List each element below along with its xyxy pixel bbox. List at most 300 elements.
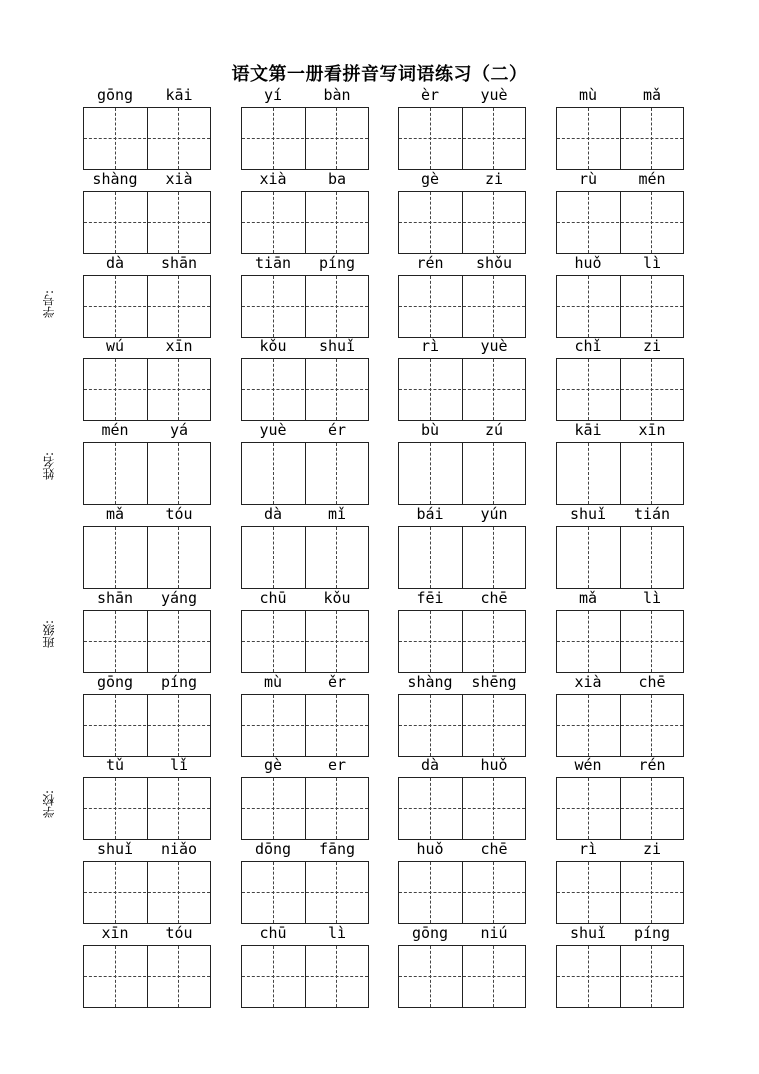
writing-box[interactable]	[83, 358, 211, 421]
writing-box[interactable]	[241, 694, 369, 757]
pinyin-label: kāi	[574, 421, 602, 439]
pinyin-label: bù	[420, 421, 440, 439]
pinyin-label: chū	[259, 589, 287, 607]
vertical-guide-line	[178, 695, 179, 756]
pinyin-label: píng	[633, 924, 671, 942]
horizontal-guide-line	[399, 976, 525, 977]
pinyin-label: shān	[96, 589, 134, 607]
word-cell	[556, 170, 684, 255]
writing-box[interactable]	[241, 275, 369, 338]
horizontal-guide-line	[399, 808, 525, 809]
horizontal-guide-line	[557, 306, 683, 307]
horizontal-guide-line	[399, 306, 525, 307]
pinyin-label: tóu	[165, 505, 193, 523]
vertical-guide-line	[115, 778, 116, 839]
vertical-guide-line	[588, 862, 589, 923]
horizontal-guide-line	[399, 222, 525, 223]
pinyin-label: píng	[160, 673, 198, 691]
pinyin-label: tián	[633, 505, 671, 523]
horizontal-guide-line	[557, 892, 683, 893]
pinyin-label: xià	[165, 170, 193, 188]
vertical-guide-line	[430, 192, 431, 253]
horizontal-guide-line	[242, 138, 368, 139]
pinyin-label: shuǐ	[569, 505, 607, 523]
vertical-guide-line	[336, 862, 337, 923]
word-cell	[556, 421, 684, 506]
writing-box[interactable]	[83, 945, 211, 1008]
writing-box[interactable]	[398, 861, 526, 924]
word-cell	[556, 337, 684, 422]
word-cell	[83, 337, 211, 422]
vertical-guide-line	[493, 108, 494, 169]
vertical-guide-line	[651, 695, 652, 756]
horizontal-guide-line	[84, 389, 210, 390]
vertical-guide-line	[178, 359, 179, 420]
word-cell	[83, 86, 211, 171]
vertical-guide-line	[115, 946, 116, 1007]
pinyin-label: mǎ	[642, 86, 662, 104]
vertical-guide-line	[430, 443, 431, 504]
pinyin-label: fēi	[416, 589, 444, 607]
writing-box[interactable]	[398, 442, 526, 505]
center-line	[620, 527, 621, 588]
word-cell	[398, 756, 526, 841]
vertical-guide-line	[588, 108, 589, 169]
name-label: 姓名:	[42, 452, 56, 481]
word-cell	[398, 421, 526, 506]
vertical-guide-line	[273, 695, 274, 756]
pinyin-label: zi	[642, 337, 662, 355]
pinyin-label: mù	[578, 86, 598, 104]
pinyin-label: dà	[105, 254, 125, 272]
pinyin-label: yáng	[160, 589, 198, 607]
horizontal-guide-line	[557, 138, 683, 139]
horizontal-guide-line	[557, 808, 683, 809]
horizontal-guide-line	[557, 725, 683, 726]
pinyin-label: tǔ	[105, 756, 125, 774]
pinyin-label: shǒu	[475, 254, 513, 272]
horizontal-guide-line	[242, 892, 368, 893]
word-cell	[556, 505, 684, 590]
horizontal-guide-line	[84, 306, 210, 307]
writing-box[interactable]	[556, 275, 684, 338]
pinyin-label: mù	[263, 673, 283, 691]
vertical-guide-line	[493, 611, 494, 672]
word-cell	[398, 254, 526, 339]
pinyin-label: ěr	[327, 673, 347, 691]
pinyin-label: lì	[327, 924, 347, 942]
pinyin-label: gè	[263, 756, 283, 774]
pinyin-label: rì	[578, 840, 598, 858]
pinyin-label: lì	[642, 589, 662, 607]
pinyin-label: tóu	[165, 924, 193, 942]
vertical-guide-line	[651, 443, 652, 504]
pinyin-label: huǒ	[480, 756, 508, 774]
pinyin-label: niǎo	[160, 840, 198, 858]
vertical-guide-line	[178, 862, 179, 923]
pinyin-label: shēng	[471, 673, 517, 691]
vertical-guide-line	[430, 611, 431, 672]
word-cell	[83, 505, 211, 590]
writing-box[interactable]	[241, 610, 369, 673]
pinyin-label: gōng	[411, 924, 449, 942]
pinyin-label: mǎ	[578, 589, 598, 607]
vertical-guide-line	[115, 862, 116, 923]
pinyin-label: mén	[101, 421, 129, 439]
writing-box[interactable]	[556, 442, 684, 505]
word-cell	[241, 505, 369, 590]
vertical-guide-line	[178, 527, 179, 588]
vertical-guide-line	[493, 192, 494, 253]
word-cell	[83, 254, 211, 339]
writing-box[interactable]	[556, 610, 684, 673]
word-cell	[556, 254, 684, 339]
writing-box[interactable]	[83, 191, 211, 254]
pinyin-label: shuǐ	[96, 840, 134, 858]
vertical-guide-line	[178, 192, 179, 253]
vertical-guide-line	[588, 276, 589, 337]
vertical-guide-line	[115, 695, 116, 756]
vertical-guide-line	[493, 862, 494, 923]
pinyin-label: gōng	[96, 86, 134, 104]
word-cell	[556, 924, 684, 1009]
writing-box[interactable]	[556, 777, 684, 840]
center-line	[305, 527, 306, 588]
writing-box[interactable]	[83, 275, 211, 338]
horizontal-guide-line	[84, 222, 210, 223]
pinyin-label: chē	[480, 589, 508, 607]
horizontal-guide-line	[84, 138, 210, 139]
vertical-guide-line	[178, 108, 179, 169]
vertical-guide-line	[115, 527, 116, 588]
pinyin-label: bái	[416, 505, 444, 523]
center-line	[620, 443, 621, 504]
pinyin-label: rén	[416, 254, 444, 272]
vertical-guide-line	[588, 359, 589, 420]
writing-box[interactable]	[83, 442, 211, 505]
vertical-guide-line	[115, 108, 116, 169]
word-cell	[83, 673, 211, 758]
pinyin-label: gè	[420, 170, 440, 188]
horizontal-guide-line	[557, 641, 683, 642]
writing-box[interactable]	[398, 945, 526, 1008]
vertical-guide-line	[493, 946, 494, 1007]
vertical-guide-line	[178, 611, 179, 672]
pinyin-label: shuǐ	[569, 924, 607, 942]
vertical-guide-line	[336, 108, 337, 169]
vertical-guide-line	[273, 443, 274, 504]
horizontal-guide-line	[84, 976, 210, 977]
horizontal-guide-line	[557, 222, 683, 223]
word-cell	[398, 673, 526, 758]
pinyin-label: dà	[263, 505, 283, 523]
student-number-label: 学号:	[42, 290, 56, 319]
word-cell	[398, 589, 526, 674]
pinyin-label: wú	[105, 337, 125, 355]
pinyin-label: ér	[327, 421, 347, 439]
vertical-guide-line	[493, 276, 494, 337]
pinyin-label: èr	[420, 86, 440, 104]
word-cell	[556, 840, 684, 925]
writing-box[interactable]	[241, 945, 369, 1008]
vertical-guide-line	[430, 276, 431, 337]
pinyin-label: fāng	[318, 840, 356, 858]
writing-box[interactable]	[556, 526, 684, 589]
pinyin-label: kǒu	[259, 337, 287, 355]
word-cell	[83, 170, 211, 255]
horizontal-guide-line	[84, 808, 210, 809]
vertical-guide-line	[651, 192, 652, 253]
pinyin-label: shàng	[92, 170, 138, 188]
word-cell	[556, 673, 684, 758]
vertical-guide-line	[336, 778, 337, 839]
vertical-guide-line	[651, 359, 652, 420]
vertical-guide-line	[336, 443, 337, 504]
word-cell	[556, 86, 684, 171]
word-cell	[398, 840, 526, 925]
horizontal-guide-line	[399, 892, 525, 893]
word-cell	[83, 840, 211, 925]
horizontal-guide-line	[242, 725, 368, 726]
horizontal-guide-line	[242, 641, 368, 642]
vertical-guide-line	[651, 527, 652, 588]
word-cell	[398, 505, 526, 590]
vertical-guide-line	[588, 611, 589, 672]
pinyin-label: kāi	[165, 86, 193, 104]
horizontal-guide-line	[557, 976, 683, 977]
pinyin-label: yí	[263, 86, 283, 104]
pinyin-label: ba	[327, 170, 347, 188]
pinyin-label: huǒ	[574, 254, 602, 272]
pinyin-label: kǒu	[323, 589, 351, 607]
word-cell	[241, 673, 369, 758]
pinyin-label: chū	[259, 924, 287, 942]
vertical-guide-line	[493, 359, 494, 420]
pinyin-label: dōng	[254, 840, 292, 858]
vertical-guide-line	[651, 108, 652, 169]
writing-box[interactable]	[398, 275, 526, 338]
pinyin-label: yuè	[480, 86, 508, 104]
pinyin-label: tiān	[254, 254, 292, 272]
word-cell	[241, 924, 369, 1009]
word-cell	[241, 337, 369, 422]
pinyin-label: rén	[638, 756, 666, 774]
writing-box[interactable]	[556, 358, 684, 421]
vertical-guide-line	[273, 778, 274, 839]
word-cell	[241, 86, 369, 171]
writing-box[interactable]	[83, 610, 211, 673]
vertical-guide-line	[273, 862, 274, 923]
class-label: 班级:	[42, 620, 56, 649]
horizontal-guide-line	[242, 389, 368, 390]
word-cell	[556, 756, 684, 841]
vertical-guide-line	[493, 778, 494, 839]
vertical-guide-line	[115, 276, 116, 337]
writing-box[interactable]	[83, 861, 211, 924]
vertical-guide-line	[336, 695, 337, 756]
word-cell	[83, 924, 211, 1009]
pinyin-label: mǎ	[105, 505, 125, 523]
pinyin-label: lǐ	[169, 756, 189, 774]
writing-box[interactable]	[398, 694, 526, 757]
pinyin-label: yuè	[480, 337, 508, 355]
writing-box[interactable]	[556, 694, 684, 757]
pinyin-label: lì	[642, 254, 662, 272]
vertical-guide-line	[115, 359, 116, 420]
vertical-guide-line	[430, 527, 431, 588]
word-cell	[241, 756, 369, 841]
writing-box[interactable]	[241, 442, 369, 505]
vertical-guide-line	[588, 695, 589, 756]
horizontal-guide-line	[399, 138, 525, 139]
center-line	[305, 443, 306, 504]
word-cell	[398, 86, 526, 171]
writing-box[interactable]	[83, 107, 211, 170]
writing-box[interactable]	[398, 610, 526, 673]
writing-box[interactable]	[398, 358, 526, 421]
horizontal-guide-line	[399, 725, 525, 726]
vertical-guide-line	[336, 611, 337, 672]
school-label: 学校:	[42, 790, 56, 819]
horizontal-guide-line	[84, 725, 210, 726]
pinyin-label: rì	[420, 337, 440, 355]
writing-box[interactable]	[241, 191, 369, 254]
writing-box[interactable]	[83, 694, 211, 757]
vertical-guide-line	[115, 192, 116, 253]
vertical-guide-line	[115, 611, 116, 672]
writing-box[interactable]	[83, 526, 211, 589]
horizontal-guide-line	[242, 306, 368, 307]
pinyin-label: wén	[574, 756, 602, 774]
writing-box[interactable]	[556, 107, 684, 170]
vertical-guide-line	[273, 527, 274, 588]
vertical-guide-line	[430, 695, 431, 756]
writing-box[interactable]	[398, 191, 526, 254]
vertical-guide-line	[430, 359, 431, 420]
center-line	[462, 527, 463, 588]
vertical-guide-line	[651, 778, 652, 839]
word-cell	[398, 924, 526, 1009]
pinyin-label: bàn	[323, 86, 351, 104]
vertical-guide-line	[273, 108, 274, 169]
page-title: 语文第一册看拼音写词语练习（二）	[231, 64, 528, 85]
horizontal-guide-line	[242, 976, 368, 977]
writing-box[interactable]	[241, 526, 369, 589]
vertical-guide-line	[273, 946, 274, 1007]
word-cell	[83, 756, 211, 841]
vertical-guide-line	[178, 946, 179, 1007]
horizontal-guide-line	[242, 222, 368, 223]
pinyin-label: shān	[160, 254, 198, 272]
vertical-guide-line	[273, 611, 274, 672]
vertical-guide-line	[336, 359, 337, 420]
vertical-guide-line	[273, 192, 274, 253]
writing-box[interactable]	[556, 191, 684, 254]
vertical-guide-line	[430, 862, 431, 923]
pinyin-label: píng	[318, 254, 356, 272]
writing-box[interactable]	[241, 358, 369, 421]
vertical-guide-line	[336, 527, 337, 588]
pinyin-label: shàng	[407, 673, 453, 691]
word-cell	[83, 589, 211, 674]
vertical-guide-line	[115, 443, 116, 504]
vertical-guide-line	[493, 527, 494, 588]
pinyin-label: chē	[638, 673, 666, 691]
word-cell	[398, 337, 526, 422]
pinyin-label: dà	[420, 756, 440, 774]
vertical-guide-line	[336, 946, 337, 1007]
pinyin-label: zi	[642, 840, 662, 858]
word-cell	[241, 840, 369, 925]
writing-box[interactable]	[83, 777, 211, 840]
writing-box[interactable]	[556, 861, 684, 924]
pinyin-label: mén	[638, 170, 666, 188]
vertical-guide-line	[336, 276, 337, 337]
pinyin-label: er	[327, 756, 347, 774]
pinyin-label: chē	[480, 840, 508, 858]
pinyin-label: mǐ	[327, 505, 347, 523]
vertical-guide-line	[651, 611, 652, 672]
writing-box[interactable]	[241, 107, 369, 170]
vertical-guide-line	[651, 276, 652, 337]
writing-box[interactable]	[241, 777, 369, 840]
pinyin-label: xīn	[165, 337, 193, 355]
vertical-guide-line	[588, 192, 589, 253]
writing-box[interactable]	[398, 777, 526, 840]
pinyin-label: niú	[480, 924, 508, 942]
horizontal-guide-line	[84, 641, 210, 642]
word-cell	[241, 589, 369, 674]
horizontal-guide-line	[399, 389, 525, 390]
word-cell	[556, 589, 684, 674]
pinyin-label: gōng	[96, 673, 134, 691]
writing-box[interactable]	[241, 861, 369, 924]
pinyin-label: rù	[578, 170, 598, 188]
writing-box[interactable]	[398, 526, 526, 589]
pinyin-label: shuǐ	[318, 337, 356, 355]
center-line	[147, 443, 148, 504]
vertical-guide-line	[273, 359, 274, 420]
vertical-guide-line	[430, 108, 431, 169]
pinyin-label: yá	[169, 421, 189, 439]
vertical-guide-line	[336, 192, 337, 253]
vertical-guide-line	[273, 276, 274, 337]
pinyin-label: yuè	[259, 421, 287, 439]
pinyin-label: yún	[480, 505, 508, 523]
word-cell	[241, 170, 369, 255]
vertical-guide-line	[588, 527, 589, 588]
center-line	[462, 443, 463, 504]
vertical-guide-line	[651, 946, 652, 1007]
vertical-guide-line	[430, 946, 431, 1007]
pinyin-label: xià	[574, 673, 602, 691]
vertical-guide-line	[493, 695, 494, 756]
vertical-guide-line	[588, 946, 589, 1007]
vertical-guide-line	[178, 276, 179, 337]
pinyin-label: zi	[484, 170, 504, 188]
vertical-guide-line	[651, 862, 652, 923]
horizontal-guide-line	[84, 892, 210, 893]
horizontal-guide-line	[399, 641, 525, 642]
writing-box[interactable]	[398, 107, 526, 170]
center-line	[147, 527, 148, 588]
vertical-guide-line	[493, 443, 494, 504]
word-cell	[83, 421, 211, 506]
writing-box[interactable]	[556, 945, 684, 1008]
pinyin-label: xīn	[638, 421, 666, 439]
pinyin-label: zú	[484, 421, 504, 439]
pinyin-label: chǐ	[574, 337, 602, 355]
